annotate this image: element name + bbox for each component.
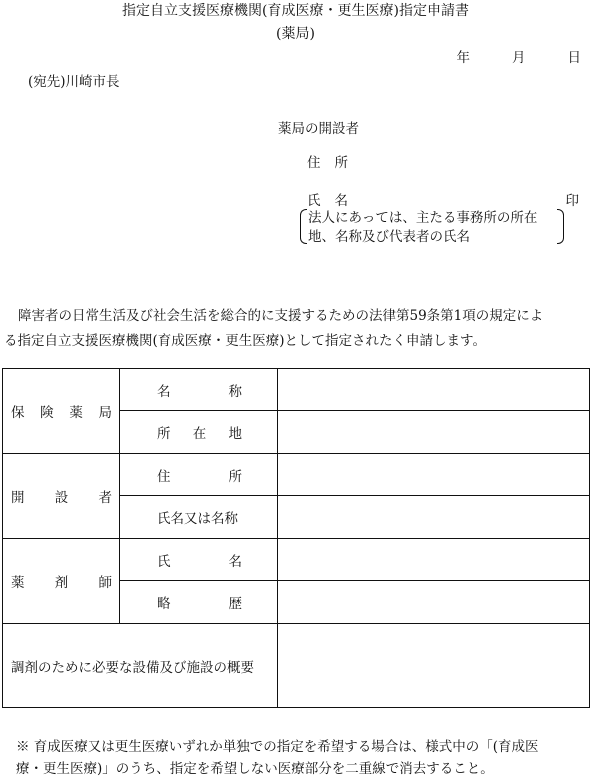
cat-char: 設 <box>54 490 69 506</box>
label-founder-address <box>120 454 278 496</box>
label-char: 住 <box>307 155 321 171</box>
date-year: 年 <box>456 50 470 66</box>
seal-mark: 印 <box>565 193 579 209</box>
label-founder-name <box>120 496 278 539</box>
applicant-address-label <box>307 151 348 171</box>
cat-char: 薬 <box>11 575 25 591</box>
label-pharmacist-name <box>120 539 278 581</box>
cat-char: 薬 <box>69 405 83 421</box>
field-pharmacist-name[interactable] <box>278 539 590 581</box>
lbl-char: 在 <box>192 426 207 442</box>
footnote-line: ※ 育成医療又は更生医療いずれか単独での指定を希望する場合は、様式中の「(育成医 <box>16 739 539 755</box>
corporate-note <box>300 209 564 244</box>
footnote <box>16 736 591 780</box>
lbl-text-full: 氏名又は名称 <box>157 511 238 527</box>
note-line: 法人にあっては、主たる事務所の所在 <box>308 210 538 226</box>
label-pharmacist-career <box>120 581 278 624</box>
form-subtitle: (薬局) <box>276 26 315 42</box>
left-bracket <box>300 209 307 244</box>
label-pharmacy-name <box>120 369 278 411</box>
field-facility-overview[interactable] <box>278 624 590 708</box>
lbl-char: 歴 <box>228 596 242 612</box>
note-line: 地、名称及び代表者の氏名 <box>308 229 470 245</box>
lbl-char: 称 <box>228 383 242 400</box>
statement-line: 障害者の日常生活及び社会生活を総合的に支援するための法律第59条第1項の規定によ <box>18 308 544 324</box>
corporate-note-text <box>308 209 537 247</box>
label-pharmacy-location <box>120 411 278 454</box>
field-pharmacy-location[interactable] <box>278 411 590 454</box>
lbl-char: 略 <box>157 596 171 612</box>
lbl-char: 所 <box>157 426 171 442</box>
lbl-char: 氏 <box>157 553 171 570</box>
statement-line: る指定自立支援医療機関(育成医療・更生医療)として指定されたく申請します。 <box>4 333 486 349</box>
field-founder-name[interactable] <box>278 496 590 539</box>
date-month: 月 <box>512 50 526 66</box>
right-bracket <box>557 209 564 244</box>
category-pharmacist <box>3 539 120 624</box>
label-facility-overview <box>3 624 278 708</box>
form-title: 指定自立支援医療機関(育成医療・更生医療)指定申請書 <box>122 3 469 19</box>
lbl-char: 名 <box>228 553 242 570</box>
label-char: 名 <box>334 193 348 209</box>
cat-char: 険 <box>40 405 54 421</box>
lbl-char: 名 <box>157 383 171 400</box>
cat-char: 者 <box>98 490 112 506</box>
label-char: 所 <box>334 155 348 171</box>
cat-char: 剤 <box>54 575 69 591</box>
application-table <box>2 368 590 708</box>
date-day: 日 <box>567 50 581 66</box>
cat-char: 局 <box>98 405 112 421</box>
category-founder <box>3 454 120 539</box>
facility-label-text: 調剤のために必要な設備及び施設の概要 <box>11 659 254 676</box>
label-char: 氏 <box>307 193 321 209</box>
lbl-char: 住 <box>157 468 171 485</box>
cat-char: 保 <box>11 405 25 421</box>
category-pharmacy <box>3 369 120 454</box>
lbl-char: 所 <box>228 468 242 485</box>
cat-char: 師 <box>98 575 112 591</box>
field-pharmacy-name[interactable] <box>278 369 590 411</box>
field-pharmacist-career[interactable] <box>278 581 590 624</box>
footnote-line: 療・更生医療)」のうち、指定を希望しない医療部分を二重線で消去すること。 <box>16 761 494 777</box>
addressee: (宛先)川崎市長 <box>28 74 120 90</box>
applicant-heading: 薬局の開設者 <box>278 121 359 137</box>
date-line <box>457 46 582 66</box>
application-statement <box>4 304 589 354</box>
cat-char: 開 <box>11 490 25 506</box>
applicant-name-label <box>307 189 348 209</box>
field-founder-address[interactable] <box>278 454 590 496</box>
lbl-char: 地 <box>228 426 242 442</box>
